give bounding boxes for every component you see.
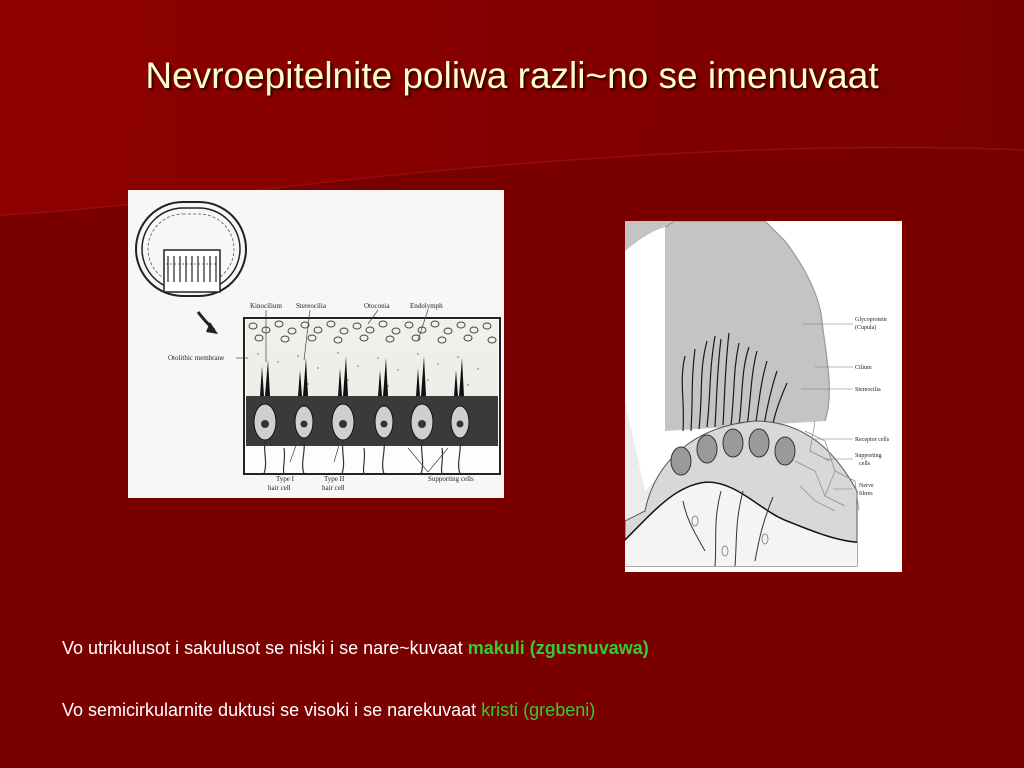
label-nerve: Nerve bbox=[859, 483, 874, 489]
label-type2: Type II bbox=[324, 475, 345, 483]
label-stereocilia-right: Stereocilia bbox=[855, 387, 881, 393]
label-kinocilium: Kinocilium bbox=[250, 302, 282, 310]
body-line-1-highlight: makuli (zgusnuvawa) bbox=[467, 638, 649, 658]
label-supporting: Supporting bbox=[855, 453, 882, 459]
cupula-shape bbox=[625, 221, 829, 431]
page-title: Nevroepitelnite poliwa razli~no se imenuvaat bbox=[145, 55, 879, 96]
vesicle-overview bbox=[136, 202, 246, 296]
label-otolithic-membrane: Otolithic membrane bbox=[168, 354, 225, 362]
label-cupula: (Cupula) bbox=[855, 325, 877, 331]
body-line-2-highlight: kristi (grebeni) bbox=[481, 700, 596, 720]
label-glycoprotein: Glycoprotein bbox=[855, 317, 887, 323]
label-otoconia: Otoconia bbox=[364, 302, 390, 310]
label-supporting-cells: Supporting cells bbox=[428, 475, 474, 483]
body-line-2 bbox=[62, 700, 595, 721]
label-endolymph: Endolymph bbox=[410, 302, 443, 310]
body-line-1 bbox=[62, 638, 649, 659]
label-stereocilia: Stereocilia bbox=[296, 302, 326, 310]
crista-diagram bbox=[625, 221, 902, 572]
label-type2-hair-cell: hair cell bbox=[322, 484, 345, 492]
macula-diagram bbox=[128, 190, 504, 498]
label-type1: Type I bbox=[276, 475, 294, 483]
label-nerve-fibres: fibres bbox=[859, 491, 873, 497]
label-receptor-cells: Receptor cells bbox=[855, 437, 890, 443]
label-type1-hair-cell: hair cell bbox=[268, 484, 291, 492]
body-line-2-text: Vo semicirkularnite duktusi se visoki i se narekuvaat bbox=[62, 700, 482, 720]
body-line-1-text: Vo utrikulusot i sakulusot se niski i se nare~kuvaat bbox=[62, 638, 468, 658]
label-supporting-cells-right: cells bbox=[859, 461, 870, 467]
macula-detail bbox=[244, 318, 500, 474]
label-cilium: Cilium bbox=[855, 365, 872, 371]
